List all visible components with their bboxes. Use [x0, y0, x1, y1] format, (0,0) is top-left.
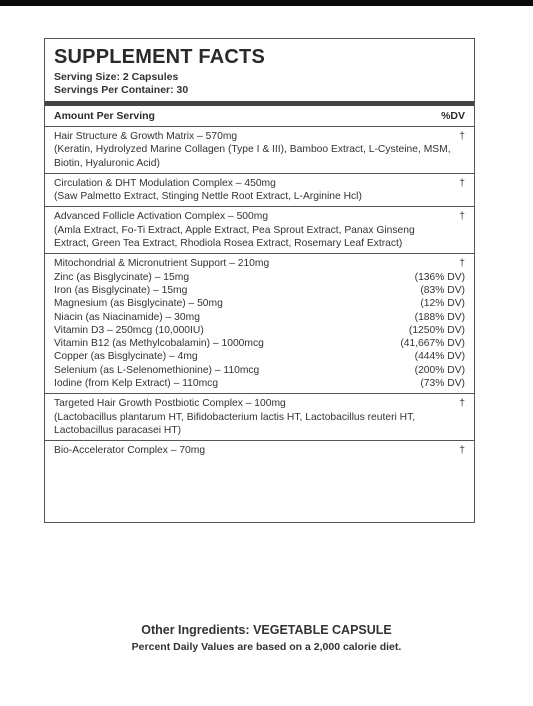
nutrient-row-magnesium: [54, 297, 465, 310]
nutrient-name: Zinc (as Bisglycinate) – 15mg: [54, 271, 190, 283]
nutrient-name: Vitamin D3 – 250mcg (10,000IU): [54, 324, 204, 336]
nutrient-name: Copper (as Bisglycinate) – 4mg: [54, 351, 198, 363]
section-circulation: [54, 174, 465, 207]
nutrient-row-copper: [54, 350, 465, 363]
dv-header-label: %DV: [441, 110, 465, 122]
nutrient-name: Vitamin B12 (as Methylcobalamin) – 1000mcg: [54, 338, 264, 350]
nutrient-row-iodine: [54, 377, 465, 390]
section-name: Advanced Follicle Activation Complex – 500mg: [54, 211, 269, 223]
section-name: Circulation & DHT Modulation Complex – 450mg: [54, 177, 276, 189]
nutrient-name: Niacin (as Niacinamide) – 30mg: [54, 311, 200, 323]
nutrient-dv: (444% DV): [414, 351, 465, 363]
nutrient-row-iron: [54, 284, 465, 297]
panel-title: SUPPLEMENT FACTS: [54, 46, 265, 68]
dagger-mark: †: [459, 258, 465, 270]
section-postbiotic: [54, 394, 465, 440]
nutrient-row-niacin: [54, 311, 465, 324]
dagger-mark: †: [459, 131, 465, 142]
supplement-facts-panel: [44, 38, 475, 523]
section-hair-structure: [54, 127, 465, 173]
section-bio-accelerator: [54, 441, 465, 460]
nutrient-dv: (136% DV): [414, 271, 465, 283]
top-border-bar: [0, 0, 533, 6]
nutrient-dv: (12% DV): [420, 298, 465, 310]
section-desc: (Keratin, Hydrolyzed Marine Collagen (Type I & III), Bamboo Extract, L-Cysteine, MSM, Biotin, Hyaluronic Acid): [54, 144, 451, 169]
nutrient-row-vitamin-d3: [54, 324, 465, 337]
nutrient-name: Magnesium (as Bisglycinate) – 50mg: [54, 298, 223, 310]
nutrient-row-vitamin-b12: [54, 337, 465, 350]
nutrient-dv: (200% DV): [414, 364, 465, 376]
nutrient-dv: (188% DV): [414, 311, 465, 323]
dagger-mark: †: [459, 177, 465, 189]
section-micronutrients: [54, 254, 465, 393]
percent-dv-note: Percent Daily Values are based on a 2,000 calorie diet.: [131, 641, 402, 653]
nutrient-name: Iron (as Bisglycinate) – 15mg: [54, 284, 188, 296]
section-follicle-activation: [54, 207, 465, 253]
section-name: Bio-Accelerator Complex – 70mg: [54, 445, 206, 457]
nutrient-dv: (83% DV): [420, 284, 465, 296]
other-ingredients: Other Ingredients: VEGETABLE CAPSULE: [141, 623, 392, 637]
nutrient-name: Iodine (from Kelp Extract) – 110mcg: [54, 378, 219, 390]
nutrient-dv: (41,667% DV): [400, 338, 465, 350]
nutrient-dv: (73% DV): [420, 378, 465, 390]
dagger-mark: †: [459, 445, 465, 457]
amount-header-row: [54, 106, 465, 126]
nutrient-dv: (1250% DV): [408, 324, 465, 336]
dagger-mark: †: [459, 211, 465, 223]
nutrient-name: Selenium (as L-Selenomethionine) – 110mcg: [54, 364, 260, 376]
section-name: Mitochondrial & Micronutrient Support – 210mg: [54, 258, 270, 270]
amount-per-serving-label: Amount Per Serving: [54, 110, 155, 122]
serving-size: Serving Size: 2 Capsules: [54, 71, 179, 83]
nutrient-row-selenium: [54, 364, 465, 377]
section-desc: (Lactobacillus plantarum HT, Bifidobacterium lactis HT, Lactobacillus reuteri HT, Lactobacillus paracasei HT): [54, 411, 416, 436]
section-desc: (Amla Extract, Fo-Ti Extract, Apple Extract, Pea Sprout Extract, Panax Ginseng Extract, Green Tea Extract, Rhodiola Rosea Extract, Rosemary Leaf Extract): [54, 224, 415, 250]
section-name: Hair Structure & Growth Matrix – 570mg: [54, 131, 238, 142]
nutrient-row-zinc: [54, 271, 465, 284]
servings-per-container: Servings Per Container: 30: [54, 84, 189, 96]
section-name: Targeted Hair Growth Postbiotic Complex – 100mg: [54, 398, 286, 410]
section-desc: (Saw Palmetto Extract, Stinging Nettle Root Extract, L-Arginine Hcl): [54, 191, 362, 203]
dagger-mark: †: [459, 398, 465, 410]
